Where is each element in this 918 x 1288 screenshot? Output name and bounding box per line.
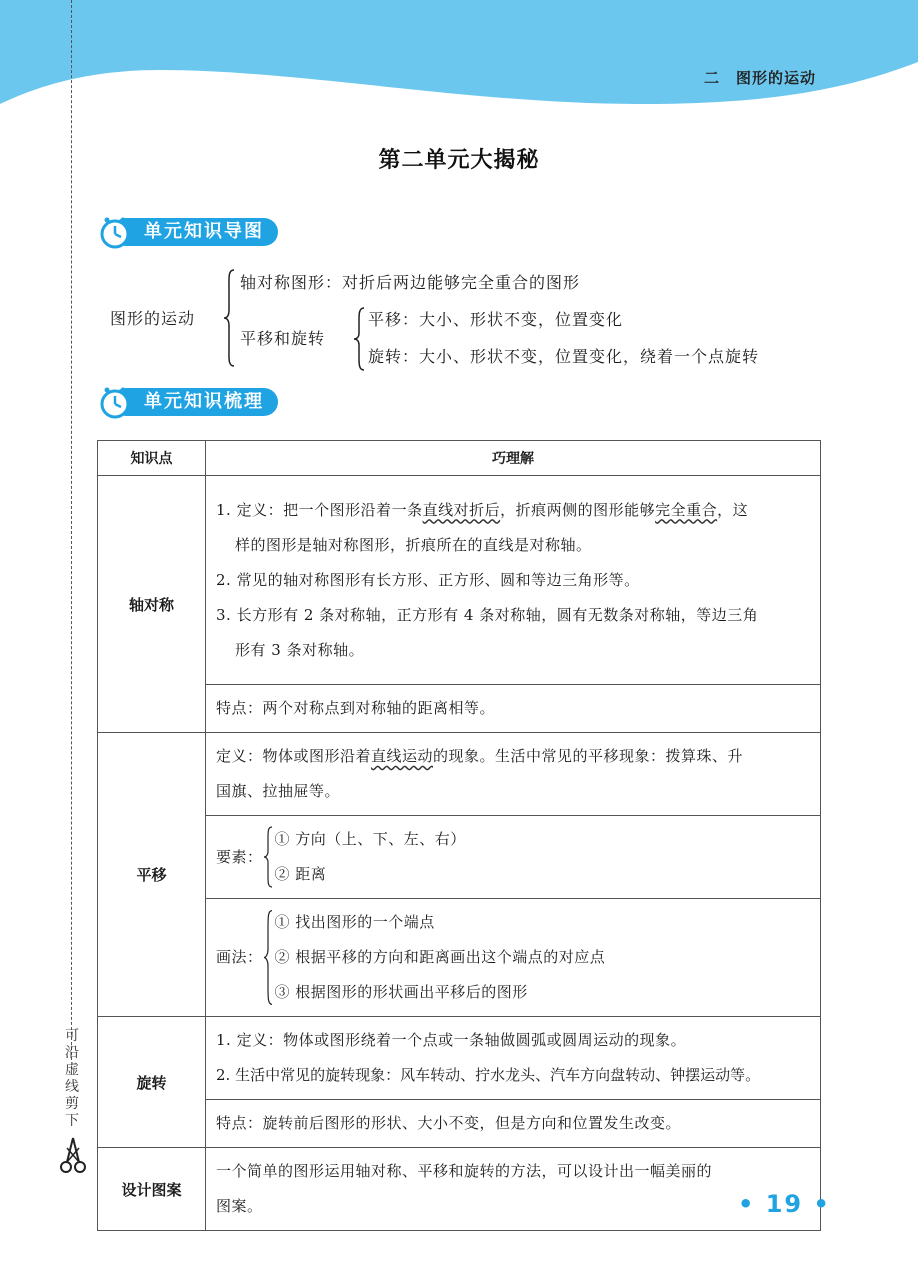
rotation-content — [206, 1017, 821, 1100]
axis-counts: 3. 长方形有 2 条对称轴，正方形有 4 条对称轴，圆有无数条对称轴，等边三角 — [216, 605, 759, 624]
list-item: ③ 根据图形的形状画出平移后的图形 — [274, 983, 528, 1001]
page-number: • 19 • — [738, 1190, 831, 1218]
map-rotation: 旋转：大小、形状不变，位置变化，绕着一个点旋转 — [368, 347, 760, 366]
table-row — [98, 899, 821, 1017]
list-item: ① 方向（上、下、左、右） — [274, 830, 466, 848]
translation-method: 画法： ① 找出图形的一个端点 ② 根据平移的方向和距离画出这个端点的对应点 ③ 根据图形的形状画出平移后的图形 — [206, 899, 821, 1017]
table-row — [98, 733, 821, 816]
knowledge-table — [97, 440, 821, 1231]
axis-common-shapes: 2. 常见的轴对称图形有长方形、正方形、圆和等边三角形等。 — [216, 570, 640, 589]
axis-definition-cont: 样的图形是轴对称图形，折痕所在的直线是对称轴。 — [235, 535, 592, 554]
page-title: 第二单元大揭秘 — [378, 148, 540, 173]
rotation-feature: 特点：旋转前后图形的形状、大小不变，但是方向和位置发生改变。 — [206, 1100, 821, 1148]
topic-translation: 平移 — [98, 733, 206, 1017]
translation-elements: 要素： ① 方向（上、下、左、右） ② 距离 — [206, 816, 821, 899]
table-row — [98, 685, 821, 733]
axis-definition: 1. 定义：把一个图形沿着一条直线对折后，折痕两侧的图形能够完全重合，这 — [216, 500, 749, 519]
list-item: ② 距离 — [274, 865, 327, 883]
scissors-icon — [58, 1136, 88, 1176]
table-row — [98, 1148, 821, 1231]
list-item: ① 找出图形的一个端点 — [274, 913, 435, 931]
clock-icon — [98, 216, 132, 250]
brace-icon — [352, 306, 366, 372]
table-header-row — [98, 441, 821, 476]
brace-icon — [222, 268, 236, 368]
column-header: 巧理解 — [206, 441, 821, 476]
rotation-definition: 1. 定义：物体或图形绕着一个点或一条轴做圆弧或圆周运动的现象。 — [216, 1031, 687, 1049]
topic-design: 设计图案 — [98, 1148, 206, 1231]
map-translation: 平移：大小、形状不变，位置变化 — [368, 310, 624, 329]
rotation-examples: 2. 生活中常见的旋转现象：风车转动、拧水龙头、汽车方向盘转动、钟摆运动等。 — [216, 1066, 761, 1084]
knowledge-map — [0, 260, 918, 375]
table-row — [98, 816, 821, 899]
cut-along-note: 可 沿 虚 线 剪 下 — [65, 1028, 79, 1129]
axis-content — [206, 476, 821, 685]
section-title: 单元知识导图 — [112, 218, 278, 246]
design-content: 一个简单的图形运用轴对称、平移和旋转的方法，可以设计出一幅美丽的 图案。 — [206, 1148, 821, 1231]
topic-axis: 轴对称 — [98, 476, 206, 733]
translation-definition: 定义：物体或图形沿着直线运动的现象。生活中常见的平移现象：拨算珠、升 国旗、拉抽屉等。 — [206, 733, 821, 816]
list-item: ② 根据平移的方向和距离画出这个端点的对应点 — [274, 948, 606, 966]
table-row — [98, 1017, 821, 1100]
axis-counts-cont: 形有 3 条对称轴。 — [235, 640, 365, 659]
table-row — [98, 1100, 821, 1148]
map-group-label: 平移和旋转 — [240, 329, 326, 348]
map-axis-item: 轴对称图形：对折后两边能够完全重合的图形 — [240, 273, 581, 292]
topic-rotation: 旋转 — [98, 1017, 206, 1148]
header-wave-band — [0, 0, 918, 110]
table-row — [98, 476, 821, 685]
section-title: 单元知识梳理 — [112, 388, 278, 416]
axis-feature: 特点：两个对称点到对称轴的距离相等。 — [206, 685, 821, 733]
brace-icon — [263, 909, 273, 1006]
chapter-header: 二 图形的运动 — [703, 69, 816, 87]
column-header: 知识点 — [98, 441, 206, 476]
brace-icon — [263, 826, 273, 888]
map-root: 图形的运动 — [110, 309, 196, 328]
clock-icon — [98, 386, 132, 420]
